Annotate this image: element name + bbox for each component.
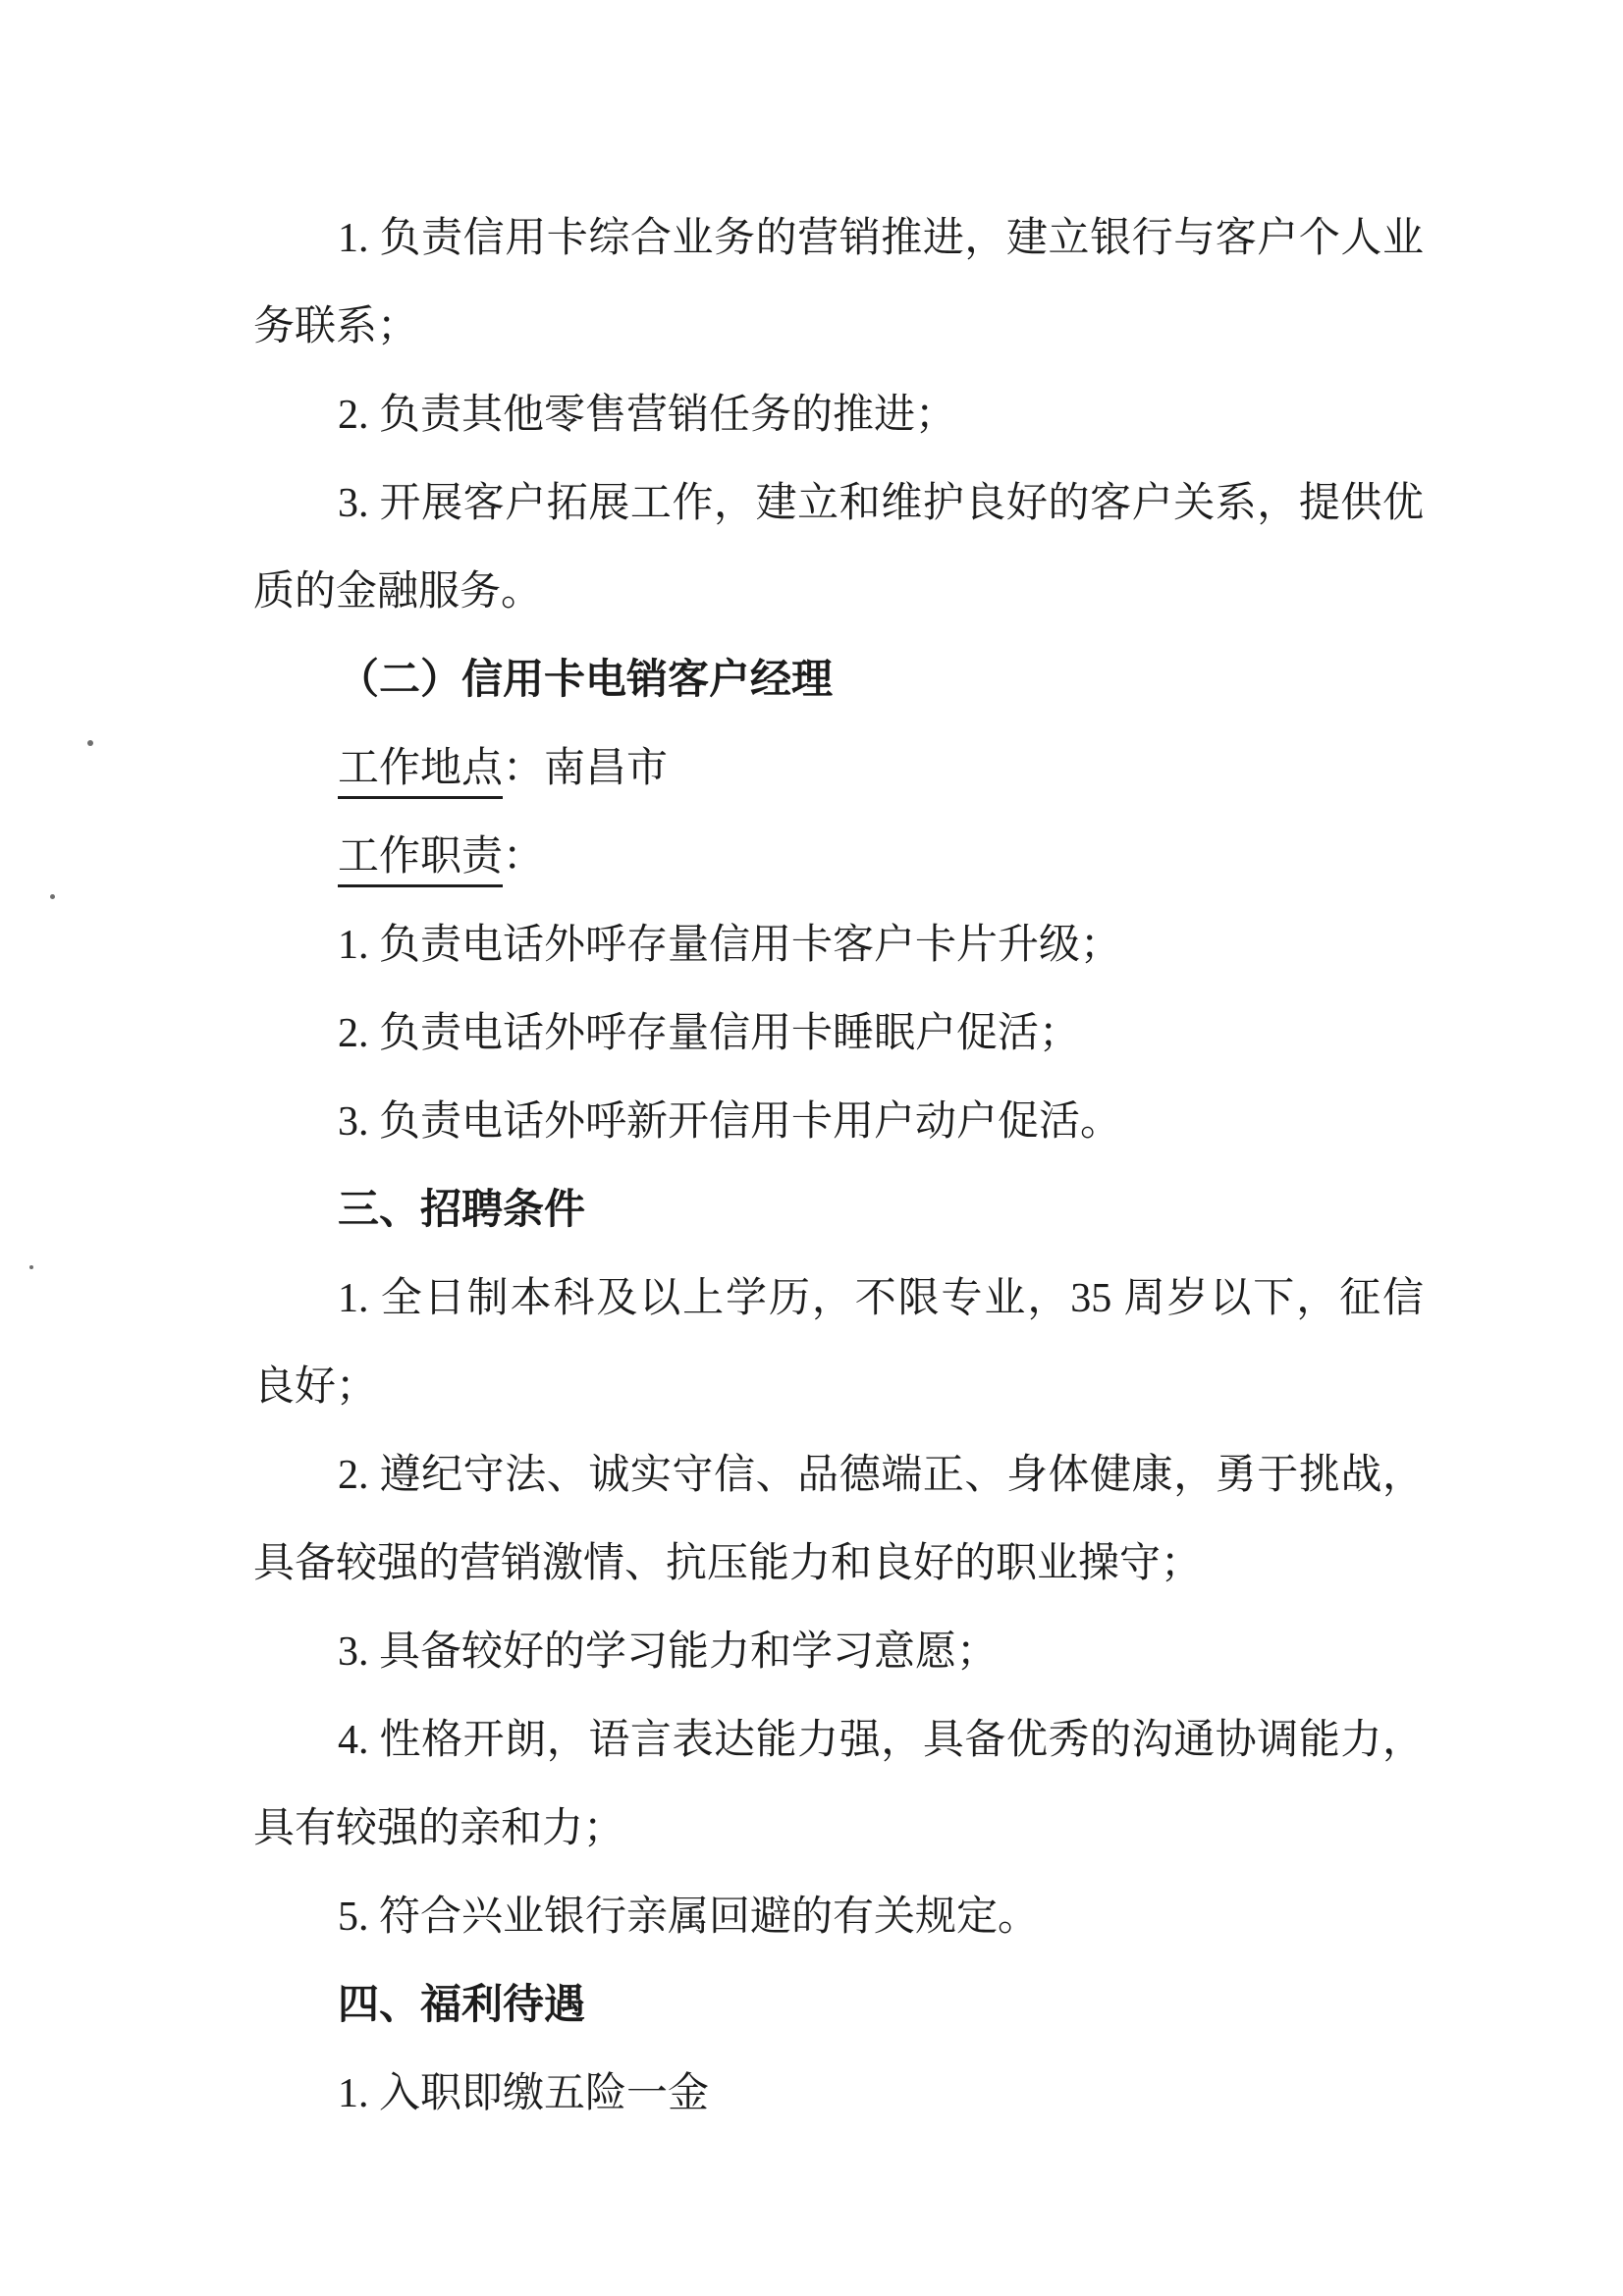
scan-speck	[87, 740, 93, 746]
text-line: 1. 全日制本科及以上学历，不限专业，35 周岁以下，征信	[338, 1276, 1424, 1321]
underlined-label: 工作地点	[338, 746, 503, 799]
text-line: 具有较强的亲和力；	[253, 1806, 625, 1851]
text-line: 良好；	[253, 1364, 378, 1410]
section-heading: （二）信用卡电销客户经理	[338, 658, 834, 703]
text-line: 3. 具备较好的学习能力和学习意愿；	[338, 1629, 999, 1675]
text-line: 工作职责：	[253, 827, 1424, 887]
text-line: 工作地点：南昌市	[253, 738, 1424, 799]
text-line: 5. 符合兴业银行亲属回避的有关规定。	[338, 1895, 1040, 1940]
scan-speck	[50, 894, 55, 899]
text-line: 2. 遵纪守法、诚实守信、品德端正、身体健康，勇于挑战，	[338, 1453, 1424, 1498]
text-line: 4. 性格开朗，语言表达能力强，具备优秀的沟通协调能力，	[338, 1718, 1424, 1763]
text-line: 质的金融服务。	[253, 569, 543, 614]
text-line: 1. 负责电话外呼存量信用卡客户卡片升级；	[338, 923, 1122, 968]
text-line: 具备较强的营销激情、抗压能力和良好的职业操守；	[253, 1541, 1203, 1586]
text-line: 3. 开展客户拓展工作，建立和维护良好的客户关系，提供优	[338, 481, 1424, 526]
text-line: 1. 负责信用卡综合业务的营销推进，建立银行与客户个人业	[338, 216, 1424, 261]
underlined-label: 工作职责	[338, 834, 503, 887]
text-line: 1. 入职即缴五险一金	[338, 2071, 710, 2116]
text-line: 2. 负责其他零售营销任务的推进；	[338, 393, 957, 438]
text-line: 3. 负责电话外呼新开信用卡用户动户促活。	[338, 1099, 1122, 1145]
section-heading: 三、招聘条件	[338, 1188, 586, 1233]
text-line: 务联系；	[253, 304, 419, 349]
text-line: 2. 负责电话外呼存量信用卡睡眠户促活；	[338, 1011, 1081, 1056]
scan-speck	[29, 1265, 33, 1269]
section-heading: 四、福利待遇	[338, 1983, 586, 2028]
